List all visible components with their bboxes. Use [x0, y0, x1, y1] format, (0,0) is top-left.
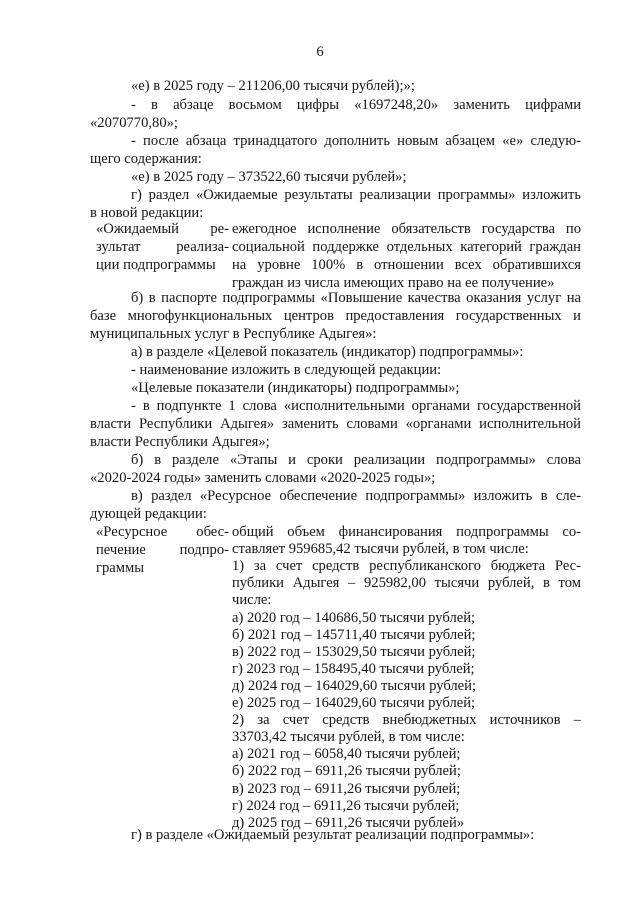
text-line: - в абзаце восьмом цифры «1697248,20» заменить цифрами [131, 97, 581, 113]
text-line: а) в разделе «Целевой показатель (индикатор) подпрограммы»: [131, 344, 524, 360]
final-paragraph: г) в разделе «Ожидаемый результат реализации подпрограммы»: [131, 827, 535, 843]
text-line: «е) в 2025 году – 373522,60 тысячи рублей»; [131, 169, 407, 185]
table-value-line: ставляет 959685,42 тысячи рублей, в том числе: [232, 541, 529, 558]
text-line: власти Республики Адыгея»; [90, 434, 270, 450]
page-number: 6 [316, 44, 324, 60]
table-value-line: б) 2021 год – 145711,40 тысячи рублей; [232, 626, 476, 643]
table-value-line: б) 2022 год – 6911,26 тысячи рублей; [232, 763, 461, 780]
table-value-line: граждан из числа имеющих право на ее получение» [232, 275, 555, 291]
text-line: в) раздел «Ресурсное обеспечение подпрограммы» изложить в сле- [131, 488, 581, 504]
table-value-line: ежегодное исполнение обязательств государства по [232, 221, 581, 237]
table-value-line: социальной поддержке отдельных категорий граждан [232, 239, 581, 255]
text-line: б) в разделе «Этапы и сроки реализации подпрограммы» слова [131, 452, 581, 468]
text-line: - наименование изложить в следующей редакции: [131, 362, 442, 378]
table-value-line: на уровне 100% в отношении всех обратившихся [232, 257, 581, 273]
table-value-line: общий объем финансирования подпрограммы со- [232, 524, 581, 540]
text-line: в новой редакции: [90, 205, 204, 221]
table-value-line: 1) за счет средств республиканского бюджета Рес- [232, 558, 581, 575]
table-label-line: «Ожидаемый ре- [96, 221, 229, 237]
table-value-line: г) 2024 год – 6911,26 тысячи рублей; [232, 797, 460, 814]
table-value-line: г) 2023 год – 158495,40 тысячи рублей; [232, 660, 475, 677]
table-value-line: в) 2022 год – 153029,50 тысячи рублей; [232, 643, 476, 660]
table-label-line: зультат реализа- [96, 239, 229, 255]
table-value-line: в) 2023 год – 6911,26 тысячи рублей; [232, 780, 461, 797]
table-value-line: 33703,42 тысячи рублей, в том числе: [232, 729, 465, 746]
table-label-line: ции подпрограммы [96, 257, 216, 273]
text-line: «Целевые показатели (индикаторы) подпрограммы»; [131, 380, 460, 396]
table-label-line: «Ресурсное обес- [96, 524, 229, 540]
text-line: муниципальных услуг в Республике Адыгея»: [90, 326, 377, 342]
table-value-line: а) 2020 год – 140686,50 тысячи рублей; [232, 609, 476, 626]
text-line: «2020-2024 годы» заменить словами «2020-2025 годы»; [90, 470, 436, 486]
table-value-line: публики Адыгея – 925982,00 тысячи рублей, в том [232, 575, 581, 592]
table-value-line: 2) за счет средств внебюджетных источников – [232, 712, 581, 729]
text-line: г) раздел «Ожидаемые результаты реализации программы» изложить [131, 187, 581, 203]
text-line: власти Республики Адыгея» заменить словами «органами исполнительной [90, 416, 581, 432]
table-value-line: д) 2025 год – 6911,26 тысячи рублей» [232, 814, 465, 831]
text-line: «е) в 2025 году – 211206,00 тысячи рублей);»; [131, 78, 415, 94]
text-line: дующей редакции: [90, 506, 207, 522]
text-line: щего содержания: [90, 151, 202, 167]
text-line: «2070770,80»; [90, 115, 178, 131]
text-line: базе многофункциональных центров предоставления государственных и [90, 308, 581, 324]
text-line: б) в паспорте подпрограммы «Повышение качества оказания услуг на [131, 290, 581, 306]
table-label-line: граммы [96, 560, 145, 576]
text-line: - после абзаца тринадцатого дополнить новым абзацем «е» следую- [131, 133, 581, 149]
table-label-line: печение подпро- [96, 542, 229, 558]
table-value-line: числе: [232, 592, 272, 609]
table-value-line: д) 2024 год – 164029,60 тысячи рублей; [232, 677, 477, 694]
text-line: - в подпункте 1 слова «исполнительными органами государственной [131, 398, 581, 414]
table-value-line: е) 2025 год – 164029,60 тысячи рублей; [232, 695, 476, 711]
table-value-line: а) 2021 год – 6058,40 тысячи рублей; [232, 746, 461, 763]
